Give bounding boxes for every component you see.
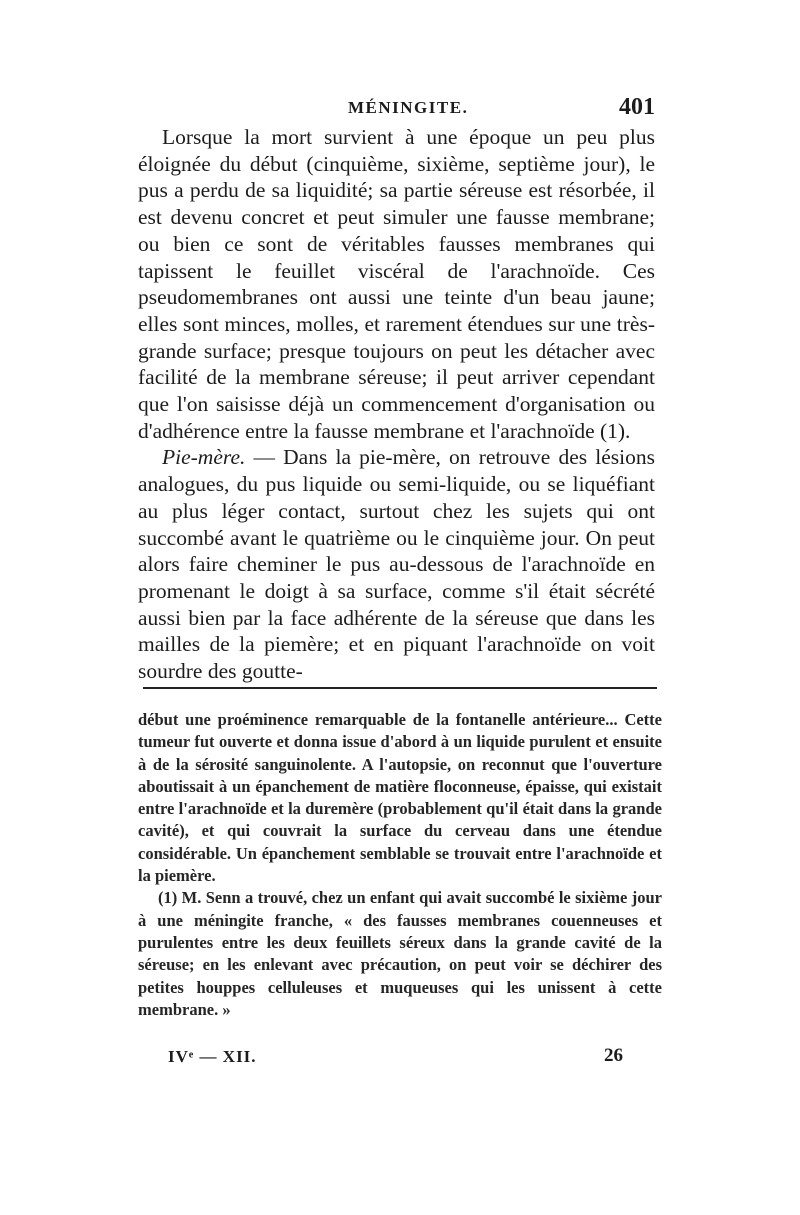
signature-line [168,1045,623,1073]
body-paragraph: Lorsque la mort survient à une époque un peu plus éloignée du début (cinquième, sixième, septième jour), le pus a perdu de sa liquidité; sa partie séreuse est résorbée, il est devenu concret et peut simuler une fausse membrane; ou bien ce sont de véritables fausses membranes qui tapissent le feuillet viscéral de l'arachnoïde. Ces pseudomembranes ont aussi une teinte d'un beau jaune; elles sont minces, molles, et rarement étendues sur une très-grande surface; presque toujours on peut les détacher avec facilité de la membrane séreuse; il peut arriver cependant que l'on saisisse déjà un commencement d'organisation ou d'adhérence entre la fausse membrane et l'arachnoïde (1). [138,125,655,443]
footnotes [138,709,662,1021]
footnote-1: (1) M. Senn a trouvé, chez un enfant qui avait succombé le sixième jour à une méningite franche, « des fausses membranes couenneuses et purulentes entre les deux feuillets séreux dans la grande cavité de la séreuse; en les enlevant avec précaution, on peut voir se déchirer des petites houppes celluleuses et muqueuses qui les unissent à cette membrane. » [138,888,662,1019]
footnote-continuation: début une proéminence remarquable de la fontanelle antérieure... Cette tumeur fut ouverte et donna issue d'abord à un liquide purulent et ensuite à de la sérosité sanguinolente. A l'autopsie, on reconnut que l'ouverture aboutissait à un épanchement de matière floconneuse, épaisse, qui existait entre l'arachnoïde et la duremère (probablement qu'il était dans la grande cavité), et qui couvrait la surface du cerveau dans une étendue considérable. Un épanchement semblable se trouvait entre l'arachnoïde et la piemère. [138,710,662,886]
sheet-signature: 26 [604,1045,623,1066]
paragraph-text: — Dans la pie-mère, on retrouve des lésions analogues, du pus liquide ou semi-liquide, ou se liquéfiant au plus léger contact, surtout chez les sujets qui ont succombé avant le quatrième ou le cinquième jour. On peut alors faire cheminer le pus au-dessous de l'arachnoïde en promenant le doigt à sa surface, comme s'il était sécrété aussi bien par la face adhérente de la séreuse que dans les mailles de la piemère; et en piquant l'arachnoïde on voit sourdre des goutte- [138,445,655,684]
running-head [138,94,655,126]
section-heading-pie-mere: Pie-mère. [162,445,246,470]
running-title: MÉNINGITE. [348,98,469,117]
main-text [138,124,655,685]
footnote-rule [143,687,657,689]
volume-mark: IVᵉ — XII. [168,1047,257,1066]
page-number: 401 [619,94,655,120]
body-paragraph [138,444,655,684]
